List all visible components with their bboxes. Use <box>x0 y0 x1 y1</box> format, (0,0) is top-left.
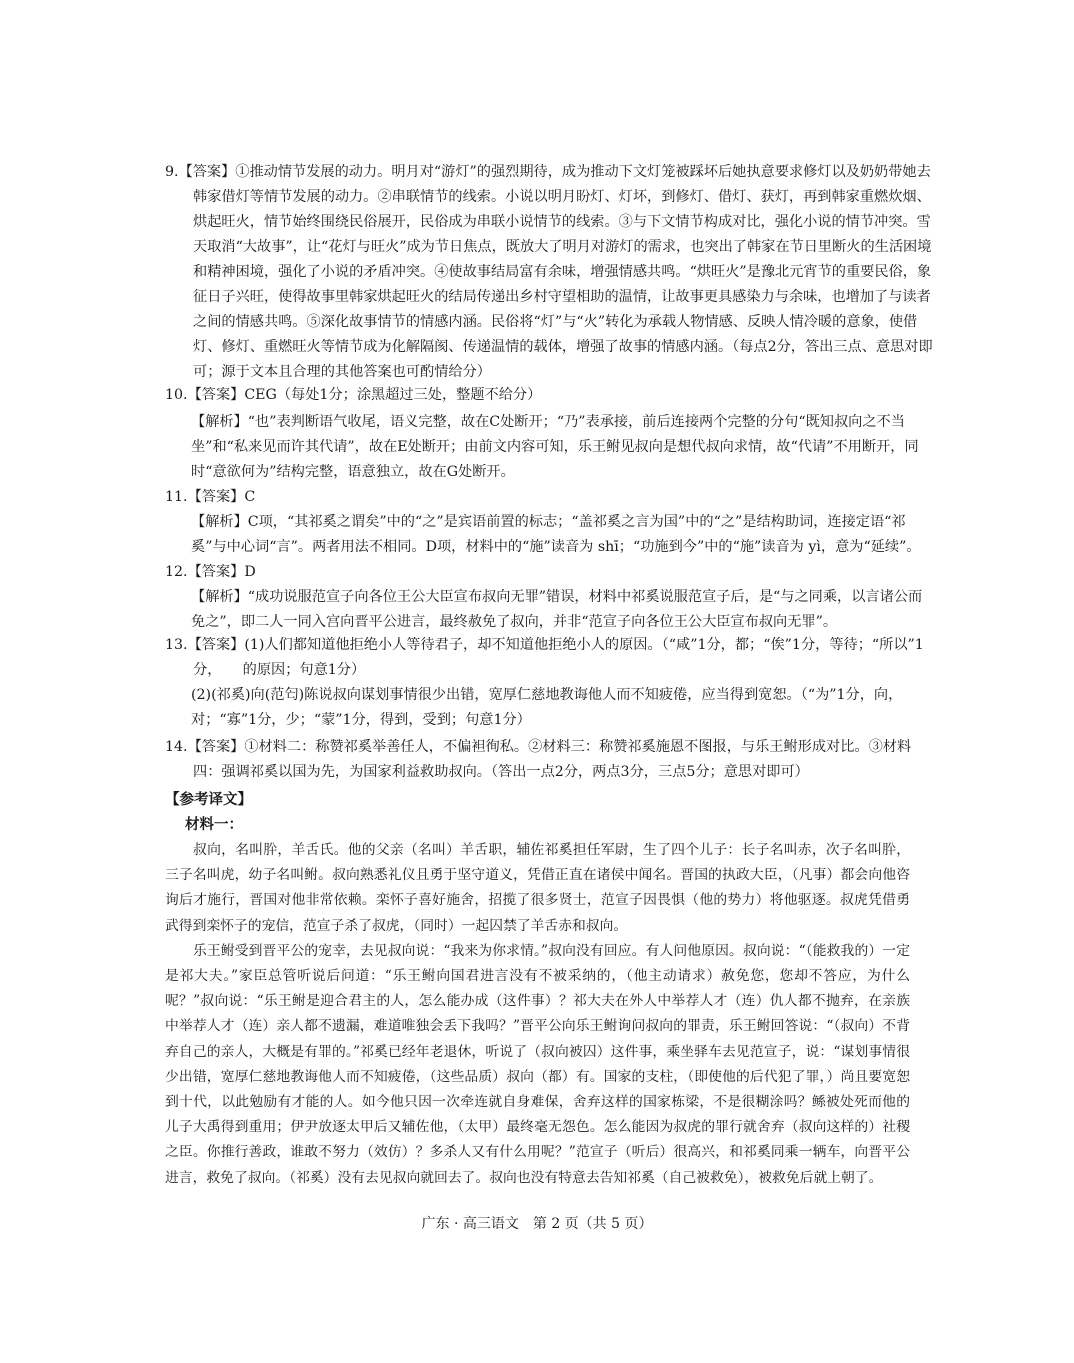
answer-11-num: 11. <box>165 489 188 505</box>
page-footer: 广东 · 高三语文 第 2 页（共 5 页） <box>421 1216 653 1232</box>
analysis-11: 【解析】C项，“其祁奚之谓矣”中的“之”是宾语前置的标志；“盖祁奚之言为国”中的“之”是结构助词，连接定语“祁奚”与中心词“言”。两者用法不相同。D项，材料中的“施”读音为 shī；“功施到今”中的“施”读音为 yì，意为“延续”。 <box>191 514 921 555</box>
translation-paragraph-1: 叔向，名叫肸，羊舌氏。他的父亲（名叫）羊舌职，辅佐祁奚担任军尉，生了四个儿子：长子名叫赤，次子名叫肸，三子名叫虎，幼子名叫鲋。叔向熟悉礼仪且勇于坚守道义，凭借正直在诸侯中闻名。晋国的执政大臣，（凡事）都会向他咨询后才施行，晋国对他非常依赖。栾怀子喜好施舍，招揽了很多贤士，范宣子因畏惧（他的势力）将他驱逐。叔虎凭借勇武得到栾怀子的宠信，范宣子杀了叔虎，（同时）一起囚禁了羊舌赤和叔向。 <box>165 842 910 934</box>
answer-9-num: 9. <box>165 164 179 180</box>
analysis-10: 【解析】“也”表判断语气收尾，语义完整，故在C处断开；“乃”表承接，前后连接两个完整的分句“既知叔向之不当坐”和“私来见而许其代请”，故在E处断开；由前文内容可知，乐王鲋见叔向是想代叔向求情，故“代请”不用断开，同时“意欲何为”结构完整，语意独立，故在G处断开。 <box>191 414 919 480</box>
answer-13-part2: (2)(祁奚)向(范匄)陈说叔向谋划事情很少出错，宽厚仁慈地教诲他人而不知疲倦，应当得到宽恕。（“为”1分，向，对；“寡”1分，少；“蒙”1分，得到，受到；句意1分） <box>191 687 903 728</box>
answer-12 <box>165 560 938 585</box>
answer-13-text: 【答案】(1)人们都知道他拒绝小人等待君子，却不知道他拒绝小人的原因。（“咸”1分，都；“俟”1分，等待；“所以”1分， 的原因；句意1分） <box>187 637 924 678</box>
analysis-12: 【解析】“成功说服范宣子向各位王公大臣宣布叔向无罪”错误，材料中祁奚说服范宣子后，是“与之同乘，以言诸公而免之”，即二人一同入宫向晋平公进言，最终赦免了叔向，并非“范宣子向各位王公大臣宣布叔向无罪”。 <box>191 589 923 630</box>
answer-9 <box>165 160 938 385</box>
answer-12-num: 12. <box>165 564 188 580</box>
material-one-label: 材料一： <box>185 816 243 833</box>
answer-10 <box>165 383 938 408</box>
answer-13 <box>165 633 938 683</box>
answer-14-text: 【答案】①材料二：称赞祁奚举善任人，不偏袒徇私。②材料三：称赞祁奚施恩不图报，与乐王鲋形成对比。③材料四：强调祁奚以国为先，为国家利益救助叔向。（答出一点2分，两点3分，三点5分；意思对即可） <box>187 739 912 780</box>
answer-10-text: 【答案】CEG（每处1分；涂黑超过三处，整题不给分） <box>187 387 542 403</box>
answer-11-text: 【答案】C <box>187 489 256 505</box>
answer-12-text: 【答案】D <box>187 564 256 580</box>
answer-11 <box>165 485 938 510</box>
answer-13-num: 13. <box>165 637 188 653</box>
translation-paragraph-2: 乐王鲋受到晋平公的宠幸，去见叔向说：“我来为你求情。”叔向没有回应。有人问他原因。叔向说：“（能救我的）一定是祁大夫。”家臣总管听说后问道：“乐王鲋向国君进言没有不被采纳的，（他主动请求）赦免您，您却不答应，为什么呢？”叔向说：“乐王鲋是迎合君主的人，怎么能办成（这件事）？祁大夫在外人中举荐人才（连）仇人都不抛弃，在亲族中举荐人才（连）亲人都不遗漏，难道唯独会丢下我吗？”晋平公向乐王鲋询问叔向的罪责，乐王鲋回答说：“（叔向）不背弃自己的亲人，大概是有罪的。”祁奚已经年老退休，听说了（叔向被囚）这件事，乘坐驿车去见范宣子，说：“谋划事情很少出错，宽厚仁慈地教诲他人而不知疲倦，（这些品质）叔向（都）有。国家的支柱，（即使他的后代犯了罪，）尚且要宽恕到十代，以此勉励有才能的人。如今他只因一次牵连就自身难保，舍弃这样的国家栋梁，不是很糊涂吗？鲧被处死而他的儿子大禹得到重用；伊尹放逐太甲后又辅佐他，（太甲）最终毫无怨色。怎么能因为叔虎的罪行就舍弃（叔向这样的）社稷之臣。你推行善政，谁敢不努力（效仿）？多杀人又有什么用呢？”范宣子（听后）很高兴，和祁奚同乘一辆车，向晋平公进言，救免了叔向。（祁奚）没有去见叔向就回去了。叔向也没有特意去告知祁奚（自己被救免），被救免后就上朝了。 <box>165 942 910 1186</box>
answer-10-num: 10. <box>165 387 188 403</box>
translation-text <box>165 838 910 1191</box>
answer-14 <box>165 735 938 785</box>
answer-9-text: 【答案】①推动情节发展的动力。明月对“游灯”的强烈期待，成为推动下文灯笼被踩坏后她执意要求修灯以及奶奶带她去韩家借灯等情节发展的动力。②串联情节的线索。小说以明月盼灯、灯坏，到修灯、借灯、获灯，再到韩家重燃炊烟、烘起旺火，情节始终围绕民俗展开，民俗成为串联小说情节的线索。③与下文情节构成对比，强化小说的情节冲突。雪天取消“大故事”，让“花灯与旺火”成为节日焦点，既放大了明月对游灯的需求，也突出了韩家在节日里断火的生活困境和精神困境，强化了小说的矛盾冲突。④使故事结局富有余味，增强情感共鸣。“烘旺火”是豫北元宵节的重要民俗，象征日子兴旺，使得故事里韩家烘起旺火的结局传递出乡村守望相助的温情，让故事更具感染力与余味，也增加了与读者之间的情感共鸣。⑤深化故事情节的情感内涵。民俗将“灯”与“火”转化为承载人物情感、反映人情冷暖的意象，使借灯、修灯、重燃旺火等情节成为化解隔阂、传递温情的载体，增强了故事的情感内涵。（每点2分，答出三点、意思对即可；源于文本且合理的其他答案也可酌情给分） <box>178 164 933 380</box>
reference-translation-heading: 【参考译文】 <box>165 791 252 808</box>
answer-14-num: 14. <box>165 739 188 755</box>
